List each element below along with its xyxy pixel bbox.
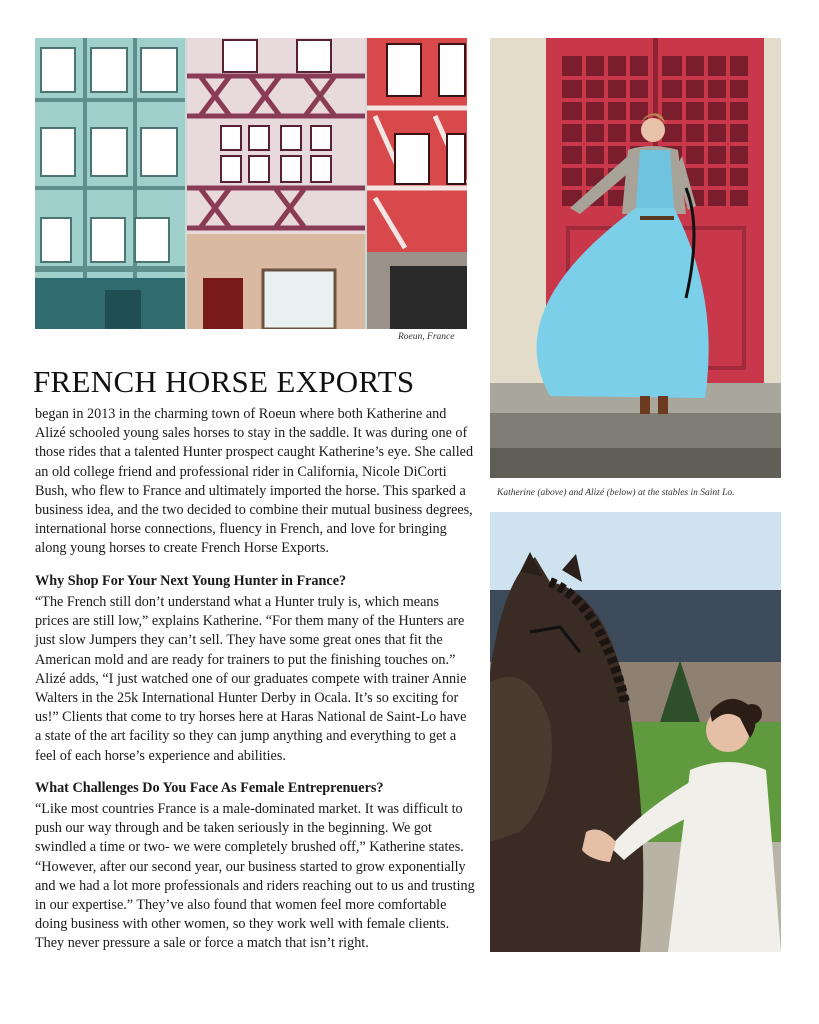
rouen-caption: Roeun, France [398, 332, 455, 342]
question-heading-why-shop: Why Shop For Your Next Young Hunter in France? [35, 573, 347, 589]
katherine-photo [490, 38, 781, 478]
question-heading-challenges: What Challenges Do You Face As Female Entreprenuers? [35, 780, 384, 796]
article-headline: FRENCH HORSE EXPORTS [33, 364, 415, 399]
intro-paragraph: began in 2013 in the charming town of Roeun where both Katherine and Alizé schooled young sales horses to stay in the saddle. It was during one of those rides that a talented Hunter prospect caught Katherine’s eye. She called an old college friend and professional rider in California, Nicole DiCorti Bush, who flew to France and ultimately imported the horse. This sparked a business idea, and the two decided to combine their mutual business degrees, international horse connections, fluency in French, and love for bringing along young horses to create French Horse Exports. [35, 406, 474, 557]
answer-paragraph-why-shop: “The French still don’t understand what a Hunter truly is, which means prices are still low,” explains Katherine. “For them many of the Hunters are just slow Jumpers they can’t sell. They have some great ones that fit the American mold and are ready for trainers to put the finishing touches on.” Alizé adds, “I just watched one of our graduates compete with trainer Annie Walters in the 25k International Hunter Derby in Ocala. It’s so exciting for us!” Clients that come to try horses here at Haras National de Saint-Lo have a state of the art facility so they can jump anything and everything to get a feel of each horse’s experience and abilities. [35, 594, 467, 764]
rouen-houses-photo [35, 38, 467, 329]
answer-paragraph-challenges: “Like most countries France is a male-dominated market. It was difficult to push our way through and be taken seriously in the beginning. We got swindled a time or two- we were completely brushed off,” Katherine states. “However, after our second year, our business started to grow exponentially and we had a lot more professionals and riders reaching out to us and trusting in our expertise.” They’ve also found that women feel more comfortable doing business with other women, so they work well with female clients. They never pressure a sale or force a match that isn’t right. [35, 801, 475, 952]
alize-horse-photo [490, 512, 781, 952]
stables-caption: Katherine (above) and Alizé (below) at the stables in Saint Lo. [497, 488, 735, 498]
